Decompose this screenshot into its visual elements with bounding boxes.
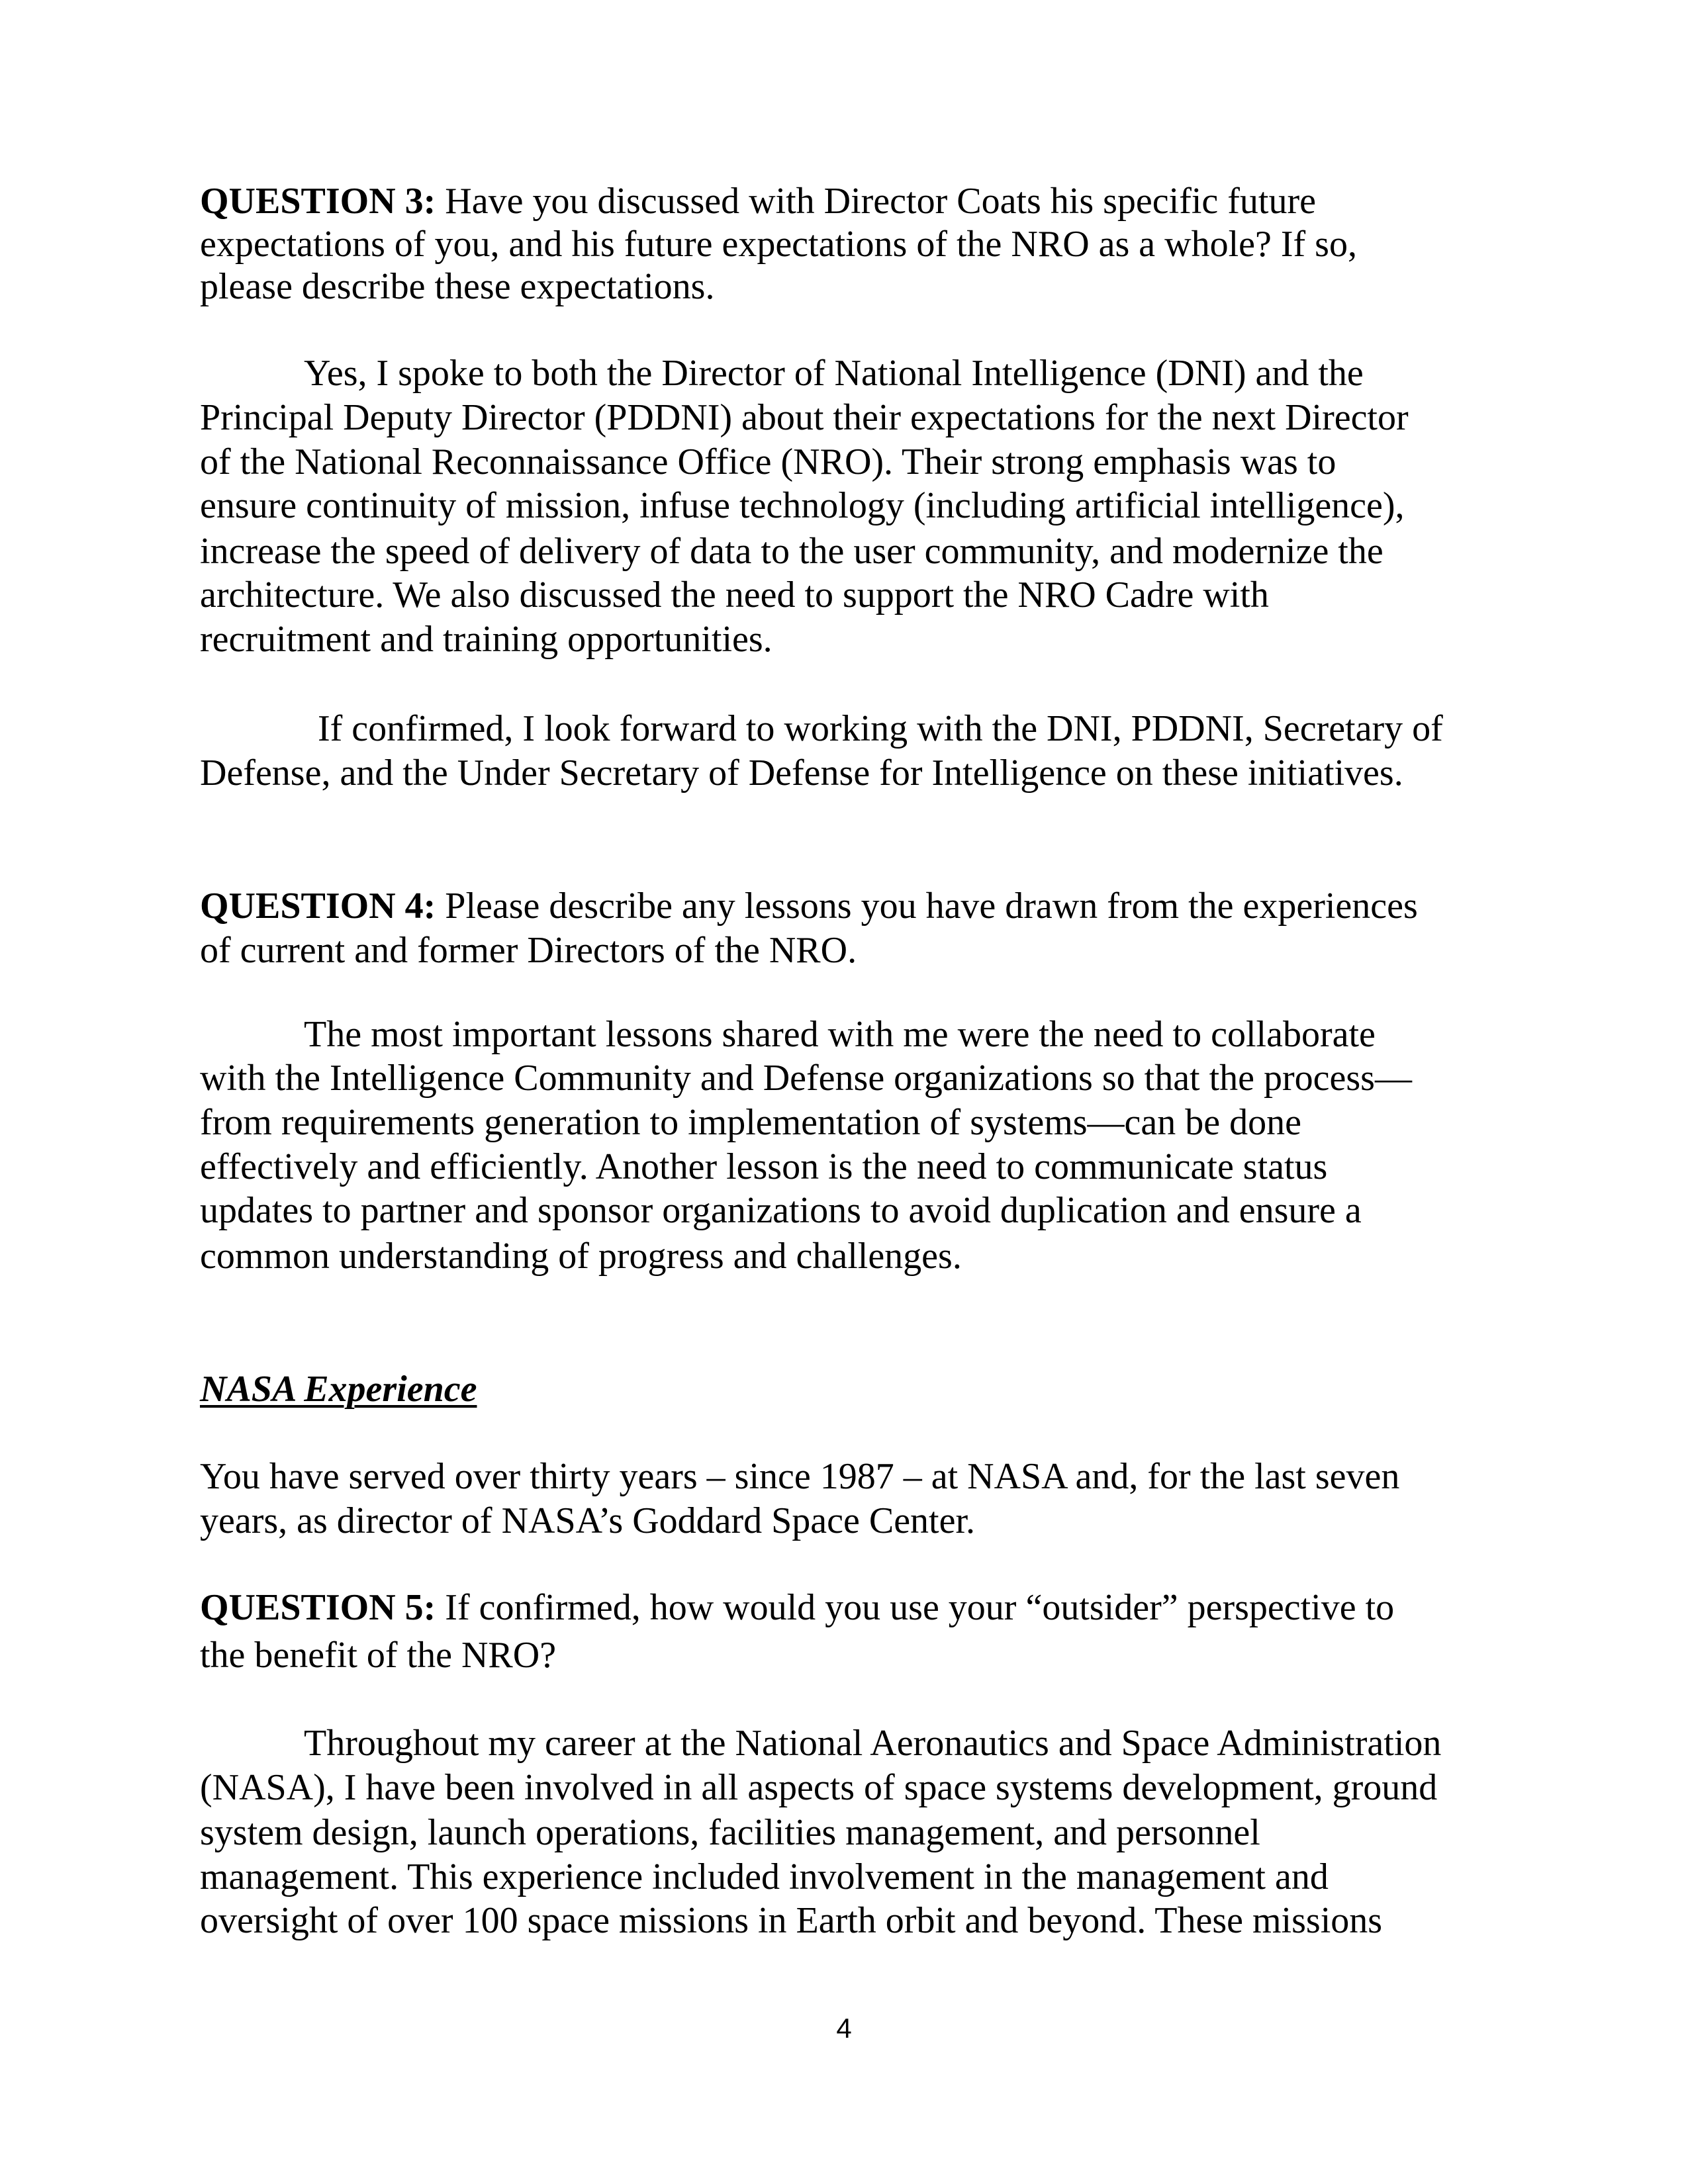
answer-3-p1-line-5: increase the speed of delivery of data to the user community, and modernize the bbox=[200, 531, 1383, 572]
nasa-intro-line-1: You have served over thirty years – since 1987 – at NASA and, for the last seven bbox=[200, 1456, 1400, 1497]
question-3-line-3: please describe these expectations. bbox=[200, 266, 715, 307]
answer-5-line-3: system design, launch operations, facilities management, and personnel bbox=[200, 1812, 1260, 1853]
answer-3-p1-line-3: of the National Reconnaissance Office (NRO). Their strong emphasis was to bbox=[200, 441, 1336, 482]
answer-3-p1-line-7: recruitment and training opportunities. bbox=[200, 619, 773, 660]
answer-5-line-1: Throughout my career at the National Aeronautics and Space Administration bbox=[304, 1723, 1442, 1764]
question-5-text: If confirmed, how would you use your “outsider” perspective to bbox=[436, 1587, 1395, 1628]
answer-4-line-3: from requirements generation to implementation of systems—can be done bbox=[200, 1102, 1301, 1143]
question-4-label: QUESTION 4: bbox=[200, 886, 436, 927]
answer-5-line-2: (NASA), I have been involved in all aspects of space systems development, ground bbox=[200, 1767, 1438, 1808]
answer-3-p2-line-1: If confirmed, I look forward to working with the DNI, PDDNI, Secretary of bbox=[318, 708, 1443, 749]
answer-4-line-1: The most important lessons shared with me were the need to collaborate bbox=[304, 1014, 1376, 1055]
question-3-line-1 bbox=[200, 179, 1316, 223]
answer-4-line-5: updates to partner and sponsor organizations to avoid duplication and ensure a bbox=[200, 1190, 1362, 1231]
question-4-line-1 bbox=[200, 884, 1418, 928]
answer-5-line-5: oversight of over 100 space missions in Earth orbit and beyond. These missions bbox=[200, 1900, 1383, 1941]
answer-3-p1-line-4: ensure continuity of mission, infuse technology (including artificial intelligence), bbox=[200, 485, 1405, 526]
answer-5-line-4: management. This experience included involvement in the management and bbox=[200, 1856, 1329, 1897]
nasa-intro-line-2: years, as director of NASA’s Goddard Space Center. bbox=[200, 1500, 976, 1541]
section-heading-nasa-experience: NASA Experience bbox=[200, 1369, 477, 1410]
answer-3-p2-line-2: Defense, and the Under Secretary of Defense for Intelligence on these initiatives. bbox=[200, 752, 1403, 794]
question-5-line-2: the benefit of the NRO? bbox=[200, 1635, 557, 1676]
question-3-line-2: expectations of you, and his future expectations of the NRO as a whole? If so, bbox=[200, 224, 1357, 265]
answer-4-line-2: with the Intelligence Community and Defense organizations so that the process— bbox=[200, 1058, 1412, 1099]
question-5-label: QUESTION 5: bbox=[200, 1587, 436, 1628]
answer-4-line-4: effectively and efficiently. Another lesson is the need to communicate status bbox=[200, 1146, 1328, 1187]
question-4-line-2: of current and former Directors of the NRO. bbox=[200, 930, 857, 971]
answer-4-line-6: common understanding of progress and challenges. bbox=[200, 1236, 962, 1277]
question-3-text: Have you discussed with Director Coats his specific future bbox=[436, 181, 1316, 222]
page-number: 4 bbox=[836, 2013, 852, 2044]
answer-3-p1-line-2: Principal Deputy Director (PDDNI) about their expectations for the next Director bbox=[200, 397, 1409, 438]
question-3-label: QUESTION 3: bbox=[200, 181, 436, 222]
answer-3-p1-line-1: Yes, I spoke to both the Director of National Intelligence (DNI) and the bbox=[304, 353, 1364, 394]
answer-3-p1-line-6: architecture. We also discussed the need to support the NRO Cadre with bbox=[200, 574, 1269, 615]
question-4-text: Please describe any lessons you have drawn from the experiences bbox=[436, 886, 1418, 927]
question-5-line-1 bbox=[200, 1586, 1394, 1629]
